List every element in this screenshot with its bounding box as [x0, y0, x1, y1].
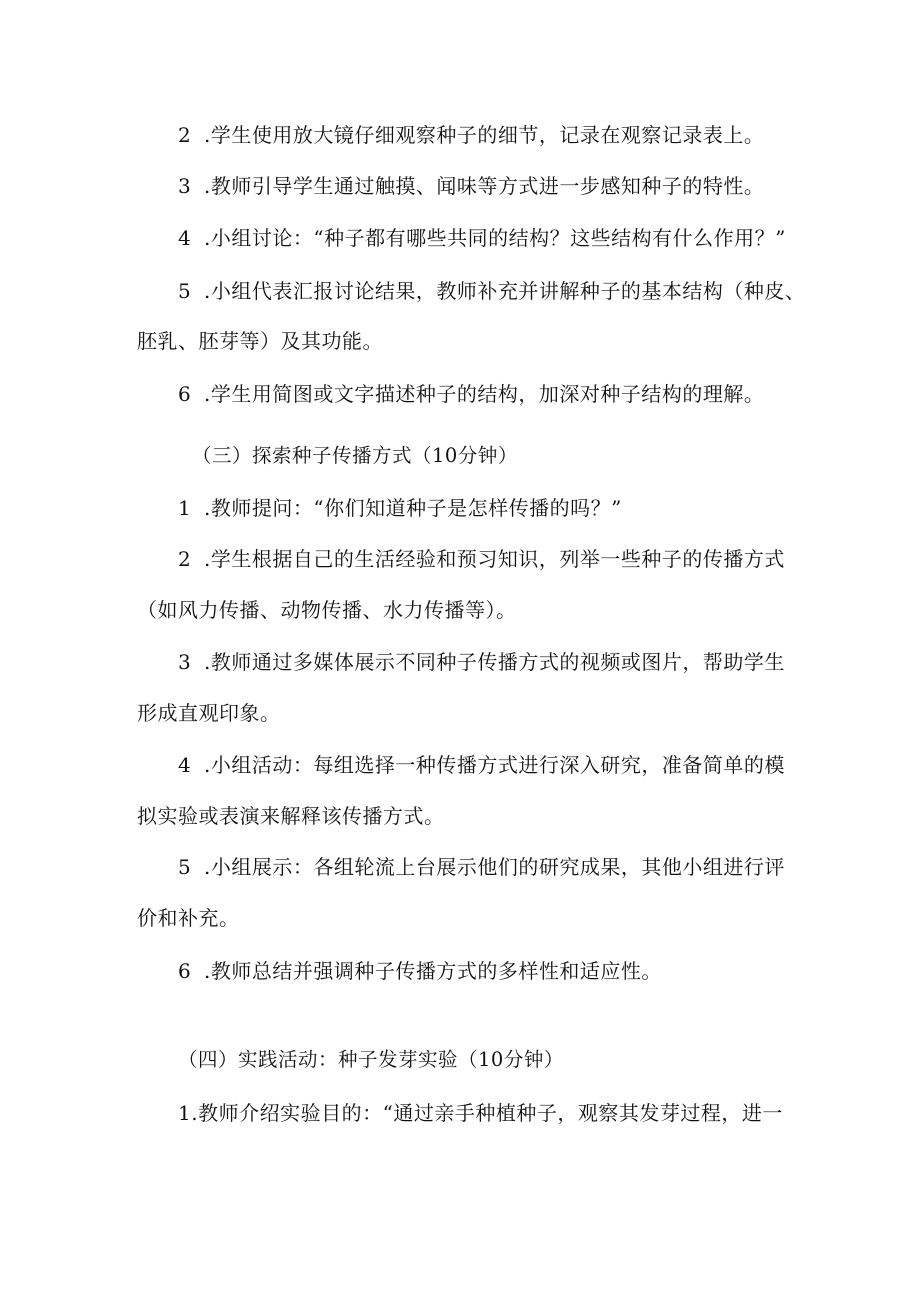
item-continuation: （如风力传播、动物传播、水力传播等）。: [137, 598, 517, 622]
item-number: 4: [178, 226, 192, 250]
list-item: [178, 224, 786, 252]
list-item: [178, 853, 785, 881]
list-item: [178, 494, 622, 522]
list-item: [178, 172, 764, 200]
item-text: .小组活动：每组选择一种传播方式进行深入研究，准备简单的模: [204, 753, 785, 777]
item-text: .小组展示：各组轮流上台展示他们的研究成果，其他小组进行评: [204, 855, 785, 879]
item-text: .教师提问：“你们知道种子是怎样传播的吗？”: [204, 496, 622, 520]
item-continuation: 胚乳、胚芽等）及其功能。: [137, 329, 383, 353]
item-text: .教师通过多媒体展示不同种子传播方式的视频或图片，帮助学生: [204, 650, 785, 674]
item-number: 5: [178, 855, 192, 879]
item-number: 2: [178, 547, 192, 571]
item-text: .教师引导学生通过触摸、闻味等方式进一步感知种子的特性。: [204, 174, 765, 198]
item-number: 2: [178, 123, 192, 147]
list-item: [178, 121, 764, 149]
item-continuation: 价和补充。: [137, 906, 240, 930]
section-heading: （四）实践活动：种子发芽实验（10分钟）: [178, 1048, 564, 1071]
item-text: .教师总结并强调种子传播方式的多样性和适应性。: [204, 959, 662, 983]
item-number: 1: [178, 496, 192, 520]
item-number: 1: [178, 1101, 192, 1125]
item-continuation: 形成直观印象。: [137, 701, 281, 725]
list-item: [178, 648, 785, 676]
section-heading: （三）探索种子传播方式（10分钟）: [192, 444, 518, 467]
item-text: .小组讨论：“种子都有哪些共同的结构？这些结构有什么作用？”: [204, 226, 786, 250]
item-text: .学生用简图或文字描述种子的结构，加深对种子结构的理解。: [204, 382, 765, 406]
list-item: [178, 1099, 783, 1127]
list-item: [178, 277, 805, 305]
list-item: [178, 751, 785, 779]
item-text: .小组代表汇报讨论结果，教师补充并讲解种子的基本结构（种皮、: [204, 279, 806, 303]
list-item: [178, 545, 785, 573]
list-item: [178, 957, 662, 985]
item-text: .学生使用放大镜仔细观察种子的细节，记录在观察记录表上。: [204, 123, 765, 147]
item-text: .学生根据自己的生活经验和预习知识，列举一些种子的传播方式: [204, 547, 785, 571]
item-number: 3: [178, 174, 192, 198]
list-item: [178, 380, 764, 408]
item-number: 3: [178, 650, 192, 674]
item-number: 6: [178, 382, 192, 406]
item-continuation: 拟实验或表演来解释该传播方式。: [137, 804, 445, 828]
item-number: 5: [178, 279, 192, 303]
item-number: 4: [178, 753, 192, 777]
item-text: .教师介绍实验目的：“通过亲手种植种子，观察其发芽过程，进一: [191, 1101, 783, 1125]
item-number: 6: [178, 959, 192, 983]
